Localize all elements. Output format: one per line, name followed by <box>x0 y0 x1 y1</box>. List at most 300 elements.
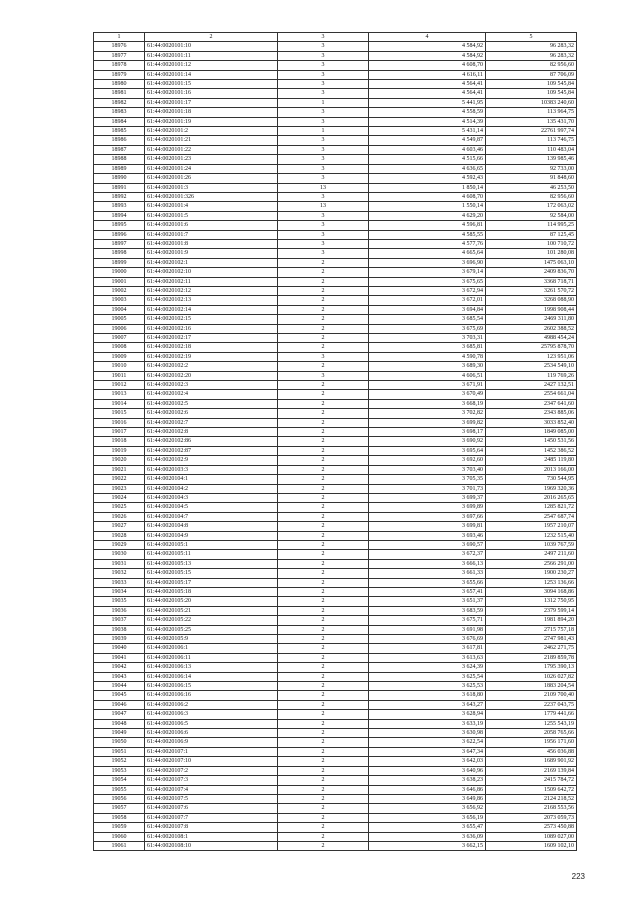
specific-value-cell: 3 624,39 <box>369 663 486 672</box>
group-cell: 2 <box>278 766 369 775</box>
specific-value-cell: 3 672,01 <box>369 296 486 305</box>
cadastral-value-cell: 139 985,46 <box>486 155 577 164</box>
row-number-cell: 18988 <box>94 155 145 164</box>
cadastral-value-cell: 2409 836,70 <box>486 268 577 277</box>
cadastral-value-cell: 1969 320,36 <box>486 484 577 493</box>
group-cell: 2 <box>278 277 369 286</box>
group-cell: 2 <box>278 531 369 540</box>
cadastral-value-cell: 1849 085,00 <box>486 428 577 437</box>
cadastral-number-cell: 61:44:0020104:7 <box>145 512 278 521</box>
row-number-cell: 19004 <box>94 305 145 314</box>
cadastral-number-cell: 61:44:0020101:24 <box>145 164 278 173</box>
group-cell: 2 <box>278 794 369 803</box>
row-number-cell: 19030 <box>94 550 145 559</box>
cadastral-number-cell: 61:44:0020104:8 <box>145 522 278 531</box>
specific-value-cell: 3 636,09 <box>369 832 486 841</box>
specific-value-cell: 3 661,33 <box>369 569 486 578</box>
row-number-cell: 18986 <box>94 136 145 145</box>
specific-value-cell: 3 675,65 <box>369 277 486 286</box>
column-header: 3 <box>278 33 369 42</box>
specific-value-cell: 3 668,19 <box>369 399 486 408</box>
row-number-cell: 19055 <box>94 785 145 794</box>
cadastral-value-cell: 82 956,60 <box>486 192 577 201</box>
cadastral-number-cell: 61:44:0020102:8 <box>145 428 278 437</box>
cadastral-value-cell: 87 125,45 <box>486 230 577 239</box>
row-number-cell: 19011 <box>94 371 145 380</box>
row-number-cell: 19023 <box>94 484 145 493</box>
specific-value-cell: 3 691,98 <box>369 625 486 634</box>
cadastral-value-cell: 2124 218,52 <box>486 794 577 803</box>
table-header-row <box>94 33 577 42</box>
specific-value-cell: 3 685,81 <box>369 343 486 352</box>
row-number-cell: 19012 <box>94 381 145 390</box>
table-row <box>94 428 577 437</box>
specific-value-cell: 3 695,64 <box>369 446 486 455</box>
group-cell: 2 <box>278 418 369 427</box>
specific-value-cell: 3 685,54 <box>369 315 486 324</box>
row-number-cell: 19040 <box>94 644 145 653</box>
cadastral-number-cell: 61:44:0020107:2 <box>145 766 278 775</box>
cadastral-value-cell: 3268 088,90 <box>486 296 577 305</box>
group-cell: 2 <box>278 606 369 615</box>
group-cell: 3 <box>278 352 369 361</box>
page-number: 223 <box>571 872 585 881</box>
cadastral-number-cell: 61:44:0020102:12 <box>145 286 278 295</box>
row-number-cell: 19052 <box>94 757 145 766</box>
specific-value-cell: 4 564,41 <box>369 89 486 98</box>
specific-value-cell: 5 431,14 <box>369 127 486 136</box>
cadastral-number-cell: 61:44:0020107:4 <box>145 785 278 794</box>
specific-value-cell: 3 689,30 <box>369 362 486 371</box>
cadastral-number-cell: 61:44:0020102:7 <box>145 418 278 427</box>
cadastral-number-cell: 61:44:0020106:6 <box>145 729 278 738</box>
table-row <box>94 51 577 60</box>
row-number-cell: 19005 <box>94 315 145 324</box>
cadastral-value-cell: 2566 291,00 <box>486 559 577 568</box>
row-number-cell: 18996 <box>94 230 145 239</box>
group-cell: 1 <box>278 127 369 136</box>
cadastral-number-cell: 61:44:0020107:8 <box>145 823 278 832</box>
cadastral-number-cell: 61:44:0020101:7 <box>145 230 278 239</box>
table-row <box>94 192 577 201</box>
table-row <box>94 738 577 747</box>
table-row <box>94 569 577 578</box>
cadastral-value-cell: 22761 997,74 <box>486 127 577 136</box>
table-row <box>94 80 577 89</box>
specific-value-cell: 4 590,78 <box>369 352 486 361</box>
specific-value-cell: 3 662,15 <box>369 841 486 850</box>
specific-value-cell: 3 675,69 <box>369 324 486 333</box>
cadastral-number-cell: 61:44:0020101:11 <box>145 51 278 60</box>
cadastral-value-cell: 114 995,25 <box>486 221 577 230</box>
specific-value-cell: 3 640,96 <box>369 766 486 775</box>
table-row <box>94 832 577 841</box>
row-number-cell: 18978 <box>94 61 145 70</box>
cadastral-number-cell: 61:44:0020102:20 <box>145 371 278 380</box>
table-row <box>94 653 577 662</box>
cadastral-number-cell: 61:44:0020101:3 <box>145 183 278 192</box>
table-row <box>94 136 577 145</box>
cadastral-value-cell: 2237 043,75 <box>486 700 577 709</box>
cadastral-number-cell: 61:44:0020105:13 <box>145 559 278 568</box>
group-cell: 2 <box>278 747 369 756</box>
cadastral-number-cell: 61:44:0020102:5 <box>145 399 278 408</box>
cadastral-value-cell: 2073 059,73 <box>486 813 577 822</box>
row-number-cell: 19061 <box>94 841 145 850</box>
cadastral-value-cell: 3261 570,72 <box>486 286 577 295</box>
group-cell: 2 <box>278 512 369 521</box>
group-cell: 2 <box>278 616 369 625</box>
cadastral-value-cell: 92 584,00 <box>486 211 577 220</box>
row-number-cell: 19054 <box>94 776 145 785</box>
table-row <box>94 183 577 192</box>
group-cell: 2 <box>278 597 369 606</box>
table-row <box>94 616 577 625</box>
table-row <box>94 644 577 653</box>
group-cell: 2 <box>278 832 369 841</box>
table-row <box>94 258 577 267</box>
group-cell: 2 <box>278 324 369 333</box>
specific-value-cell: 3 705,35 <box>369 475 486 484</box>
row-number-cell: 19010 <box>94 362 145 371</box>
row-number-cell: 19028 <box>94 531 145 540</box>
column-header: 2 <box>145 33 278 42</box>
specific-value-cell: 3 694,84 <box>369 305 486 314</box>
group-cell: 2 <box>278 710 369 719</box>
cadastral-value-cell: 46 253,50 <box>486 183 577 192</box>
row-number-cell: 18997 <box>94 239 145 248</box>
cadastral-value-cell: 87 706,09 <box>486 70 577 79</box>
group-cell: 2 <box>278 399 369 408</box>
cadastral-value-cell: 2602 388,52 <box>486 324 577 333</box>
cadastral-number-cell: 61:44:0020101:16 <box>145 89 278 98</box>
specific-value-cell: 3 670,49 <box>369 390 486 399</box>
specific-value-cell: 3 696,90 <box>369 258 486 267</box>
cadastral-value-cell: 101 280,08 <box>486 249 577 258</box>
specific-value-cell: 3 655,47 <box>369 823 486 832</box>
cadastral-value-cell: 1452 386,52 <box>486 446 577 455</box>
specific-value-cell: 4 514,39 <box>369 117 486 126</box>
cadastral-value-cell: 1957 210,07 <box>486 522 577 531</box>
row-number-cell: 18993 <box>94 202 145 211</box>
cadastral-number-cell: 61:44:0020105:20 <box>145 597 278 606</box>
cadastral-value-cell: 2485 119,80 <box>486 456 577 465</box>
specific-value-cell: 4 592,43 <box>369 174 486 183</box>
specific-value-cell: 3 618,80 <box>369 691 486 700</box>
group-cell: 13 <box>278 202 369 211</box>
cadastral-number-cell: 61:44:0020105:11 <box>145 550 278 559</box>
specific-value-cell: 3 671,91 <box>369 381 486 390</box>
table-row <box>94 813 577 822</box>
table-row <box>94 418 577 427</box>
cadastral-value-cell: 2462 271,75 <box>486 644 577 653</box>
table-row <box>94 540 577 549</box>
cadastral-value-cell: 110 483,04 <box>486 145 577 154</box>
row-number-cell: 19048 <box>94 719 145 728</box>
cadastral-number-cell: 61:44:0020102:4 <box>145 390 278 399</box>
cadastral-value-cell: 1609 102,10 <box>486 841 577 850</box>
group-cell: 1 <box>278 98 369 107</box>
row-number-cell: 18985 <box>94 127 145 136</box>
cadastral-number-cell: 61:44:0020101:326 <box>145 192 278 201</box>
row-number-cell: 19019 <box>94 446 145 455</box>
specific-value-cell: 4 558,59 <box>369 108 486 117</box>
specific-value-cell: 3 703,40 <box>369 465 486 474</box>
specific-value-cell: 4 585,55 <box>369 230 486 239</box>
cadastral-number-cell: 61:44:0020102:13 <box>145 296 278 305</box>
row-number-cell: 19009 <box>94 352 145 361</box>
table-row <box>94 465 577 474</box>
table-row <box>94 446 577 455</box>
cadastral-number-cell: 61:44:0020104:1 <box>145 475 278 484</box>
row-number-cell: 19045 <box>94 691 145 700</box>
group-cell: 2 <box>278 381 369 390</box>
cadastral-number-cell: 61:44:0020105:1 <box>145 540 278 549</box>
table-row <box>94 155 577 164</box>
group-cell: 2 <box>278 729 369 738</box>
cadastral-value-cell: 113 746,75 <box>486 136 577 145</box>
cadastral-value-cell: 2415 784,72 <box>486 776 577 785</box>
group-cell: 3 <box>278 51 369 60</box>
specific-value-cell: 3 679,14 <box>369 268 486 277</box>
group-cell: 2 <box>278 362 369 371</box>
cadastral-value-cell: 100 710,72 <box>486 239 577 248</box>
group-cell: 2 <box>278 644 369 653</box>
group-cell: 2 <box>278 296 369 305</box>
specific-value-cell: 4 515,66 <box>369 155 486 164</box>
table-row <box>94 268 577 277</box>
cadastral-value-cell: 1039 767,59 <box>486 540 577 549</box>
row-number-cell: 18994 <box>94 211 145 220</box>
row-number-cell: 19044 <box>94 682 145 691</box>
cadastral-value-cell: 456 036,88 <box>486 747 577 756</box>
specific-value-cell: 4 584,92 <box>369 42 486 51</box>
cadastral-number-cell: 61:44:0020102:14 <box>145 305 278 314</box>
group-cell: 2 <box>278 390 369 399</box>
group-cell: 2 <box>278 428 369 437</box>
cadastral-number-cell: 61:44:0020106:9 <box>145 738 278 747</box>
row-number-cell: 19007 <box>94 334 145 343</box>
specific-value-cell: 3 617,81 <box>369 644 486 653</box>
table-row <box>94 550 577 559</box>
group-cell: 3 <box>278 155 369 164</box>
group-cell: 3 <box>278 42 369 51</box>
row-number-cell: 19035 <box>94 597 145 606</box>
specific-value-cell: 4 636,65 <box>369 164 486 173</box>
column-header: 4 <box>369 33 486 42</box>
row-number-cell: 19002 <box>94 286 145 295</box>
table-row <box>94 239 577 248</box>
table-row <box>94 493 577 502</box>
specific-value-cell: 3 630,98 <box>369 729 486 738</box>
cadastral-number-cell: 61:44:0020102:18 <box>145 343 278 352</box>
table-row <box>94 587 577 596</box>
row-number-cell: 18984 <box>94 117 145 126</box>
group-cell: 2 <box>278 578 369 587</box>
specific-value-cell: 3 656,19 <box>369 813 486 822</box>
cadastral-value-cell: 123 951,06 <box>486 352 577 361</box>
table-row <box>94 841 577 850</box>
specific-value-cell: 3 622,54 <box>369 738 486 747</box>
table-row <box>94 127 577 136</box>
cadastral-number-cell: 61:44:0020101:15 <box>145 80 278 89</box>
cadastral-value-cell: 1232 515,40 <box>486 531 577 540</box>
cadastral-value-cell: 172 063,02 <box>486 202 577 211</box>
specific-value-cell: 3 703,31 <box>369 334 486 343</box>
row-number-cell: 18987 <box>94 145 145 154</box>
table-row <box>94 277 577 286</box>
row-number-cell: 19059 <box>94 823 145 832</box>
specific-value-cell: 4 584,92 <box>369 51 486 60</box>
row-number-cell: 19051 <box>94 747 145 756</box>
cadastral-number-cell: 61:44:0020106:14 <box>145 672 278 681</box>
cadastral-value-cell: 1312 750,95 <box>486 597 577 606</box>
cadastral-value-cell: 1450 531,56 <box>486 437 577 446</box>
cadastral-value-cell: 1285 821,72 <box>486 503 577 512</box>
cadastral-number-cell: 61:44:0020106:3 <box>145 710 278 719</box>
group-cell: 2 <box>278 258 369 267</box>
row-number-cell: 19042 <box>94 663 145 672</box>
group-cell: 2 <box>278 738 369 747</box>
table-row <box>94 522 577 531</box>
cadastral-number-cell: 61:44:0020105:9 <box>145 635 278 644</box>
table-row <box>94 484 577 493</box>
table-body <box>94 42 577 851</box>
table-row <box>94 286 577 295</box>
row-number-cell: 18998 <box>94 249 145 258</box>
table-row <box>94 766 577 775</box>
row-number-cell: 18989 <box>94 164 145 173</box>
cadastral-number-cell: 61:44:0020106:11 <box>145 653 278 662</box>
specific-value-cell: 3 643,27 <box>369 700 486 709</box>
specific-value-cell: 3 656,92 <box>369 804 486 813</box>
table-row <box>94 98 577 107</box>
cadastral-number-cell: 61:44:0020102:19 <box>145 352 278 361</box>
specific-value-cell: 3 625,54 <box>369 672 486 681</box>
table-row <box>94 117 577 126</box>
table-row <box>94 710 577 719</box>
row-number-cell: 19001 <box>94 277 145 286</box>
table-row <box>94 145 577 154</box>
cadastral-number-cell: 61:44:0020106:16 <box>145 691 278 700</box>
cadastral-value-cell: 2469 311,80 <box>486 315 577 324</box>
table-row <box>94 315 577 324</box>
cadastral-value-cell: 92 733,00 <box>486 164 577 173</box>
table-row <box>94 606 577 615</box>
specific-value-cell: 4 564,41 <box>369 80 486 89</box>
cadastral-number-cell: 61:44:0020101:23 <box>145 155 278 164</box>
cadastral-number-cell: 61:44:0020102:6 <box>145 409 278 418</box>
row-number-cell: 19038 <box>94 625 145 634</box>
group-cell: 2 <box>278 841 369 850</box>
group-cell: 2 <box>278 813 369 822</box>
specific-value-cell: 3 698,17 <box>369 428 486 437</box>
cadastral-number-cell: 61:44:0020101:5 <box>145 211 278 220</box>
data-table <box>93 32 577 851</box>
row-number-cell: 18990 <box>94 174 145 183</box>
cadastral-value-cell: 3094 168,86 <box>486 587 577 596</box>
group-cell: 2 <box>278 446 369 455</box>
row-number-cell: 18995 <box>94 221 145 230</box>
group-cell: 2 <box>278 653 369 662</box>
table-row <box>94 164 577 173</box>
row-number-cell: 19018 <box>94 437 145 446</box>
row-number-cell: 19017 <box>94 428 145 437</box>
table-row <box>94 776 577 785</box>
group-cell: 2 <box>278 305 369 314</box>
specific-value-cell: 3 690,57 <box>369 540 486 549</box>
table-row <box>94 785 577 794</box>
cadastral-value-cell: 1689 901,92 <box>486 757 577 766</box>
table-row <box>94 108 577 117</box>
group-cell: 3 <box>278 89 369 98</box>
column-header: 1 <box>94 33 145 42</box>
cadastral-value-cell: 3368 718,71 <box>486 277 577 286</box>
table-row <box>94 305 577 314</box>
cadastral-number-cell: 61:44:0020108:10 <box>145 841 278 850</box>
group-cell: 2 <box>278 700 369 709</box>
table-row <box>94 352 577 361</box>
cadastral-number-cell: 61:44:0020106:1 <box>145 644 278 653</box>
cadastral-number-cell: 61:44:0020106:13 <box>145 663 278 672</box>
specific-value-cell: 4 616,11 <box>369 70 486 79</box>
group-cell: 2 <box>278 343 369 352</box>
row-number-cell: 19032 <box>94 569 145 578</box>
specific-value-cell: 3 672,94 <box>369 286 486 295</box>
row-number-cell: 19000 <box>94 268 145 277</box>
group-cell: 2 <box>278 823 369 832</box>
specific-value-cell: 3 692,60 <box>369 456 486 465</box>
cadastral-value-cell: 2379 599,14 <box>486 606 577 615</box>
table-row <box>94 371 577 380</box>
row-number-cell: 19003 <box>94 296 145 305</box>
cadastral-number-cell: 61:44:0020102:2 <box>145 362 278 371</box>
table-row <box>94 672 577 681</box>
table-row <box>94 211 577 220</box>
group-cell: 2 <box>278 334 369 343</box>
row-number-cell: 19050 <box>94 738 145 747</box>
cadastral-number-cell: 61:44:0020101:10 <box>145 42 278 51</box>
specific-value-cell: 3 699,82 <box>369 418 486 427</box>
cadastral-value-cell: 91 848,60 <box>486 174 577 183</box>
cadastral-value-cell: 1795 390,13 <box>486 663 577 672</box>
group-cell: 2 <box>278 757 369 766</box>
specific-value-cell: 3 699,81 <box>369 522 486 531</box>
cadastral-value-cell: 1981 894,20 <box>486 616 577 625</box>
specific-value-cell: 3 702,82 <box>369 409 486 418</box>
cadastral-value-cell: 82 956,60 <box>486 61 577 70</box>
group-cell: 3 <box>278 70 369 79</box>
table-row <box>94 70 577 79</box>
cadastral-value-cell: 1026 027,82 <box>486 672 577 681</box>
group-cell: 13 <box>278 183 369 192</box>
group-cell: 2 <box>278 785 369 794</box>
table-row <box>94 296 577 305</box>
table-row <box>94 221 577 230</box>
cadastral-value-cell: 1998 908,44 <box>486 305 577 314</box>
group-cell: 2 <box>278 682 369 691</box>
group-cell: 3 <box>278 108 369 117</box>
table-row <box>94 381 577 390</box>
row-number-cell: 19049 <box>94 729 145 738</box>
cadastral-number-cell: 61:44:0020102:16 <box>145 324 278 333</box>
cadastral-number-cell: 61:44:0020101:12 <box>145 61 278 70</box>
table-row <box>94 334 577 343</box>
table-row <box>94 512 577 521</box>
cadastral-number-cell: 61:44:0020102:87 <box>145 446 278 455</box>
row-number-cell: 19053 <box>94 766 145 775</box>
group-cell: 3 <box>278 145 369 154</box>
